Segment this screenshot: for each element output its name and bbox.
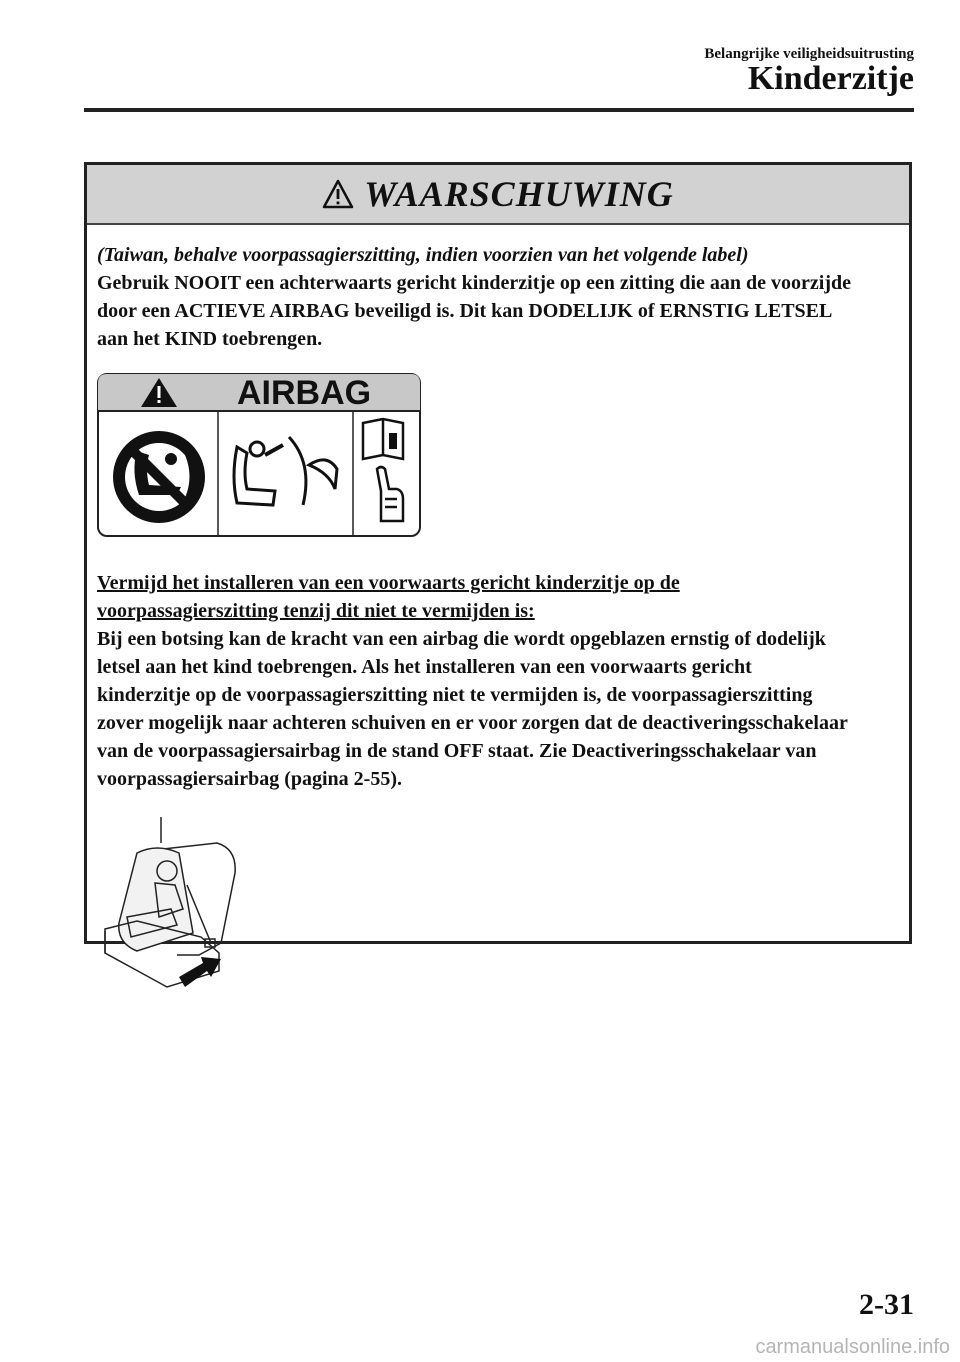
page-number: 2-31 <box>859 1288 914 1321</box>
warning-line: Bij een botsing kan de kracht van een airbag die wordt opgeblazen ernstig of dodelijk <box>97 628 826 650</box>
no-rear-facing-seat-icon <box>113 431 205 523</box>
watermark: carmanualsonline.info <box>755 1336 950 1358</box>
warning-line: van de voorpassagiersairbag in de stand OFF staat. Zie Deactiveringsschakelaar van <box>97 740 817 762</box>
forward-facing-child-seat-figure <box>97 813 247 993</box>
warning-paragraph-2 <box>97 625 899 793</box>
warning-title: WAARSCHUWING <box>364 174 674 214</box>
warning-box <box>84 162 912 944</box>
warning-header <box>87 165 909 225</box>
warning-line: aan het KIND toebrengen. <box>97 328 323 350</box>
airbag-label-text: AIRBAG <box>237 374 372 412</box>
warning-line-region: (Taiwan, behalve voorpassagierszitting, indien voorzien van het volgende label) <box>97 244 749 266</box>
warning-line: zover mogelijk naar achteren schuiven en er voor zorgen dat de deactiveringsschakelaar <box>97 712 848 734</box>
page-title: Kinderzitje <box>747 60 914 97</box>
warning-heading-line: voorpassagierszitting tenzij dit niet te vermijden is: <box>97 600 535 622</box>
warning-line: door een ACTIEVE AIRBAG beveiligd is. Dit kan DODELIJK of ERNSTIG LETSEL <box>97 300 833 322</box>
warning-underlined-heading <box>97 569 899 625</box>
warning-line: voorpassagiersairbag (pagina 2-55). <box>97 768 402 790</box>
warning-line: Gebruik NOOIT een achterwaarts gericht kinderzitje op een zitting die aan de voorzijde <box>97 272 851 294</box>
warning-triangle-icon <box>322 179 354 209</box>
header-rule <box>84 108 914 112</box>
warning-line: letsel aan het kind toebrengen. Als het installeren van een voorwaarts gericht <box>97 656 752 678</box>
warning-heading-line: Vermijd het installeren van een voorwaarts gericht kinderzitje op de <box>97 572 680 594</box>
warning-line: kinderzitje op de voorpassagierszitting niet te vermijden is, de voorpassagierszitting <box>97 684 813 706</box>
airbag-warning-label-figure <box>97 373 421 537</box>
header-section-title: Belangrijke veiligheidsuitrusting <box>704 46 914 62</box>
warning-paragraph-1 <box>97 241 899 353</box>
warning-body <box>87 225 909 1001</box>
